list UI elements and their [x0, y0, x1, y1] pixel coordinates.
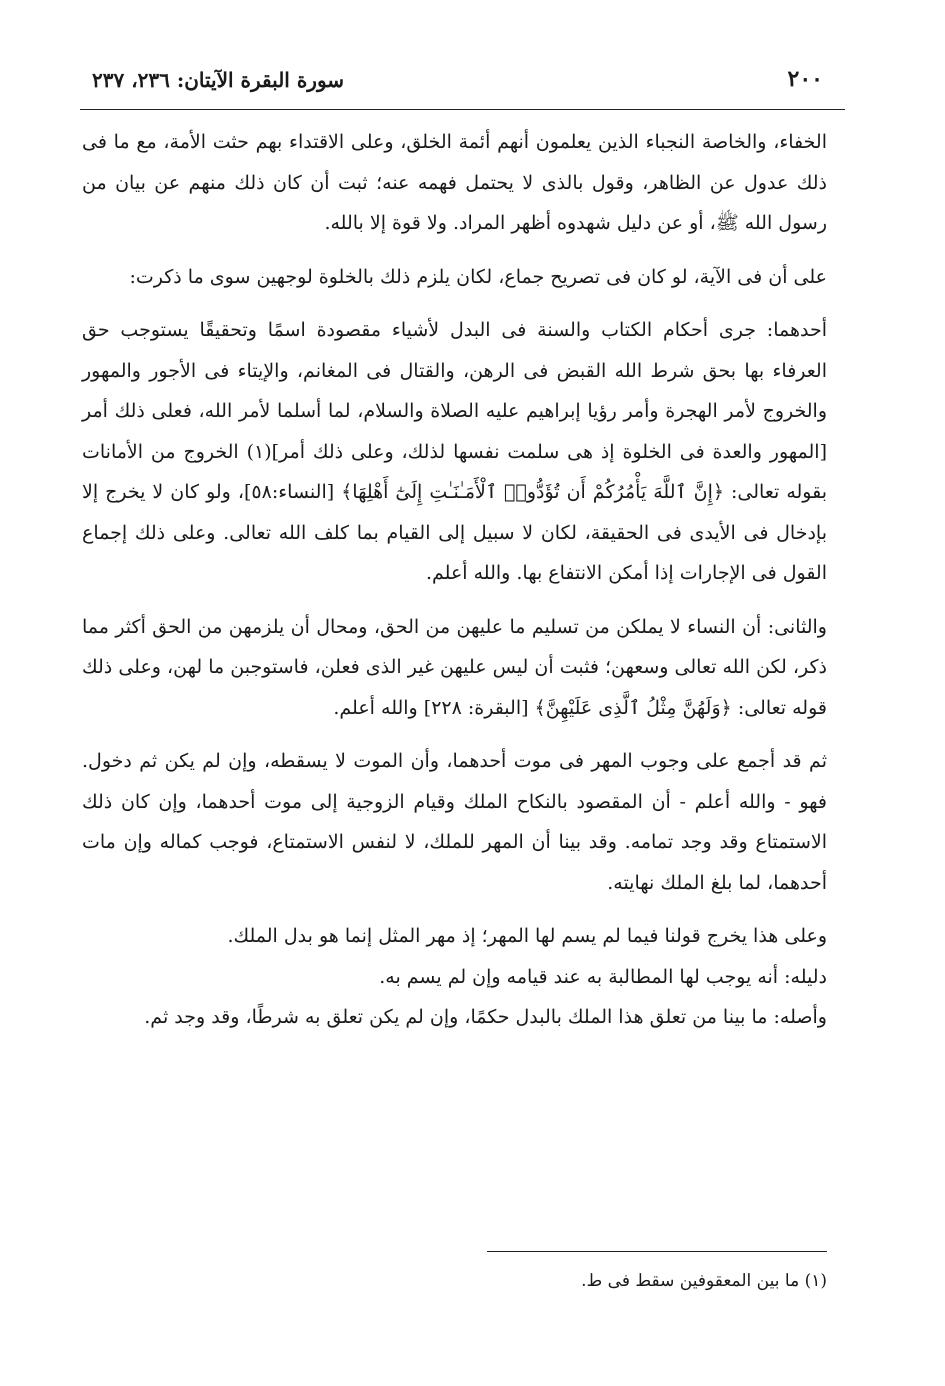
paragraph: على أن فى الآية، لو كان فى تصريح جماع، لكان يلزم ذلك بالخلوة لوجهين سوى ما ذكرت:: [129, 265, 827, 288]
running-title: سورة البقرة الآيتان: ٢٣٦، ٢٣٧: [92, 68, 345, 92]
paragraph: وأصله: ما بينا من تعلق هذا الملك بالبدل حكمًا، وإن لم يكن تعلق به شرطًا، وقد وجد ثم.: [144, 1006, 827, 1028]
paragraph: أحدهما: جرى أحكام الكتاب والسنة فى البدل لأشياء مقصودة اسمًا وتحقيقًا يستوجب حق العرفاء بها بحق شرط الله القبض فى الرهن، والقتال فى المغانم، والإيتاء فى الأجور والمهور والخروج لأمر الهجرة وأمر رؤيا إبراهيم عليه الصلاة والسلام، لما أسلما لأمر الله، فعلى ذلك أمر [المهور والعدة فى الخلوة إذ هى سلمت نفسها لذلك، وعلى ذلك أمر](١) الخروج من الأمانات بقوله تعالى: ﴿إِنَّ ٱللَّهَ يَأْمُرُكُمْ أَن تُؤَدُّوا۟ ٱلْأَمَـٰنَـٰتِ إِلَىٰٓ أَهْلِهَا﴾ [النساء:٥٨]، ولو كان لا يخرج إلا بإدخال فى الأيدى فى الحقيقة، لكان لا سبيل إلى القيام بما كلف الله تعالى. وعلى ذلك إجماع القول فى الإجارات إذا أمكن الانتفاع بها. والله أعلم.: [82, 319, 828, 584]
page-header: [80, 60, 845, 110]
header-divider: [80, 109, 845, 110]
paragraph: الخفاء، والخاصة النجباء الذين يعلمون أنهم أئمة الخلق، وعلى الاقتداء بهم حثت الأمة، مع ما فى ذلك عدول عن الظاهر، وقول بالذى لا يحتمل فهمه عنه؛ ثبت أن كان ذلك منهم عن بيان من رسول الله ﷺ، أو عن دليل شهدوه أظهر المراد. ولا قوة إلا بالله.: [82, 131, 827, 234]
paragraph: دليله: أنه يوجب لها المطالبة به عند قيامه وإن لم يسم به.: [379, 965, 827, 988]
page-number: ٢٠٠: [787, 66, 823, 92]
footnote-divider: [487, 1251, 827, 1252]
paragraph: وعلى هذا يخرج قولنا فيما لم يسم لها المهر؛ إذ مهر المثل إنما هو بدل الملك.: [227, 925, 827, 947]
paragraph: ثم قد أجمع على وجوب المهر فى موت أحدهما، وأن الموت لا يسقطه، وإن لم يكن ثم دخول. فهو - والله أعلم - أن المقصود بالنكاح الملك وقيام الزوجية إلى موت أحدهما، وإن كان ذلك الاستمتاع وقد وجد تمامه. وقد بينا أن المهر للملك، لا لنفس الاستمتاع، فوجب كماله وإن مات أحدهما، لما بلغ الملك نهايته.: [82, 750, 827, 894]
paragraph: والثانى: أن النساء لا يملكن من تسليم ما عليهن من الحق، ومحال أن يلزمهن من الحق أكثر مما ذكر، لكن الله تعالى وسعهن؛ فثبت أن ليس عليهن غير الذى فعلن، فاستوجبن ما لهن، وعلى ذلك قوله تعالى: ﴿وَلَهُنَّ مِثْلُ ٱلَّذِى عَلَيْهِنَّ﴾ [البقرة: ٢٢٨] والله أعلم.: [82, 615, 827, 719]
main-text: [82, 122, 827, 1051]
footnote: (١) ما بين المعقوفين سقط فى ط.: [581, 1271, 827, 1291]
